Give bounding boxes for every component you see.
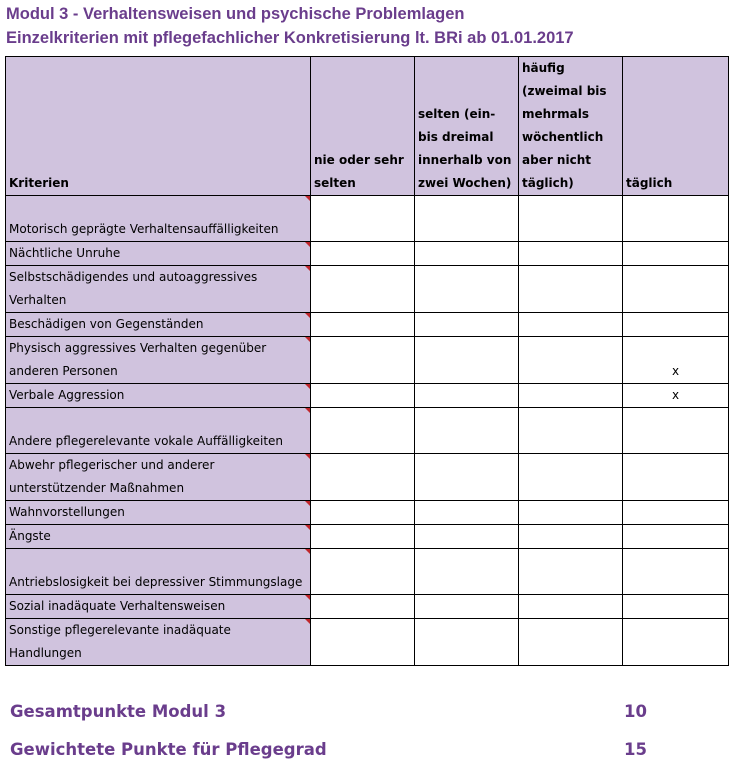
page-subtitle: Einzelkriterien mit pflegefachlicher Konkretisierung lt. BRi ab 01.01.2017 bbox=[6, 29, 574, 47]
rating-cell[interactable] bbox=[623, 266, 729, 313]
rating-cell[interactable] bbox=[623, 196, 729, 242]
rating-cell[interactable] bbox=[623, 242, 729, 266]
rating-cell[interactable] bbox=[311, 619, 415, 666]
rating-cell[interactable] bbox=[623, 619, 729, 666]
rating-cell[interactable] bbox=[519, 384, 623, 408]
rating-cell[interactable] bbox=[519, 408, 623, 454]
criterion-label: Selbstschädigendes und autoaggressives Verhalten bbox=[6, 266, 311, 313]
rating-cell[interactable]: x bbox=[623, 337, 729, 384]
rating-cell[interactable] bbox=[311, 408, 415, 454]
criterion-label: Verbale Aggression bbox=[6, 384, 311, 408]
table-row bbox=[6, 337, 729, 384]
column-header-haeufig: häufig (zweimal bis mehrmals wöchentlich aber nicht täglich) bbox=[519, 57, 623, 196]
rating-cell[interactable] bbox=[311, 266, 415, 313]
criterion-label: Sozial inadäquate Verhaltensweisen bbox=[6, 595, 311, 619]
rating-cell[interactable] bbox=[415, 242, 519, 266]
table-row bbox=[6, 525, 729, 549]
criterion-label: Beschädigen von Gegenständen bbox=[6, 313, 311, 337]
criterion-label: Abwehr pflegerischer und anderer unterstützender Maßnahmen bbox=[6, 454, 311, 501]
rating-cell[interactable] bbox=[519, 525, 623, 549]
table-row bbox=[6, 595, 729, 619]
rating-cell[interactable] bbox=[519, 595, 623, 619]
total-points-label: Gesamtpunkte Modul 3 bbox=[10, 702, 227, 721]
rating-cell[interactable] bbox=[311, 384, 415, 408]
column-header-nie: nie oder sehr selten bbox=[311, 57, 415, 196]
rating-cell[interactable] bbox=[311, 525, 415, 549]
weighted-points-value: 15 bbox=[624, 740, 647, 759]
rating-cell[interactable] bbox=[623, 595, 729, 619]
criterion-label: Physisch aggressives Verhalten gegenüber anderen Personen bbox=[6, 337, 311, 384]
table-row bbox=[6, 549, 729, 595]
rating-cell[interactable] bbox=[415, 384, 519, 408]
rating-cell[interactable] bbox=[415, 196, 519, 242]
total-points-value: 10 bbox=[624, 702, 647, 721]
column-header-selten: selten (ein- bis dreimal innerhalb von zwei Wochen) bbox=[415, 57, 519, 196]
table-header-row bbox=[6, 57, 729, 196]
rating-cell[interactable] bbox=[415, 454, 519, 501]
rating-cell[interactable] bbox=[623, 313, 729, 337]
rating-cell[interactable] bbox=[623, 549, 729, 595]
rating-cell[interactable] bbox=[415, 549, 519, 595]
criterion-label: Wahnvorstellungen bbox=[6, 501, 311, 525]
rating-cell[interactable] bbox=[311, 337, 415, 384]
rating-cell[interactable] bbox=[311, 454, 415, 501]
rating-cell[interactable] bbox=[519, 196, 623, 242]
criterion-label: Andere pflegerelevante vokale Auffälligkeiten bbox=[6, 408, 311, 454]
column-header-taeglich: täglich bbox=[623, 57, 729, 196]
rating-cell[interactable] bbox=[623, 525, 729, 549]
rating-cell[interactable] bbox=[623, 501, 729, 525]
rating-cell[interactable] bbox=[623, 454, 729, 501]
rating-cell[interactable]: x bbox=[623, 384, 729, 408]
column-header-kriterien: Kriterien bbox=[6, 57, 311, 196]
rating-cell[interactable] bbox=[311, 595, 415, 619]
criterion-label: Nächtliche Unruhe bbox=[6, 242, 311, 266]
criterion-label: Antriebslosigkeit bei depressiver Stimmungslage bbox=[6, 549, 311, 595]
rating-cell[interactable] bbox=[311, 313, 415, 337]
criterion-label: Ängste bbox=[6, 525, 311, 549]
rating-cell[interactable] bbox=[415, 408, 519, 454]
weighted-points-label: Gewichtete Punkte für Pflegegrad bbox=[10, 740, 327, 759]
table-row bbox=[6, 454, 729, 501]
table-row bbox=[6, 384, 729, 408]
rating-cell[interactable] bbox=[311, 549, 415, 595]
rating-cell[interactable] bbox=[415, 501, 519, 525]
criteria-table bbox=[5, 56, 729, 666]
rating-cell[interactable] bbox=[519, 454, 623, 501]
rating-cell[interactable] bbox=[415, 525, 519, 549]
rating-cell[interactable] bbox=[519, 313, 623, 337]
rating-cell[interactable] bbox=[311, 196, 415, 242]
rating-cell[interactable] bbox=[311, 242, 415, 266]
rating-cell[interactable] bbox=[519, 619, 623, 666]
rating-cell[interactable] bbox=[519, 266, 623, 313]
rating-cell[interactable] bbox=[519, 242, 623, 266]
table-row bbox=[6, 266, 729, 313]
table-row bbox=[6, 619, 729, 666]
criterion-label: Sonstige pflegerelevante inadäquate Handlungen bbox=[6, 619, 311, 666]
table-row bbox=[6, 196, 729, 242]
table-row bbox=[6, 501, 729, 525]
rating-cell[interactable] bbox=[415, 313, 519, 337]
rating-cell[interactable] bbox=[415, 266, 519, 313]
rating-cell[interactable] bbox=[311, 501, 415, 525]
table-row bbox=[6, 313, 729, 337]
criterion-label: Motorisch geprägte Verhaltensauffälligkeiten bbox=[6, 196, 311, 242]
rating-cell[interactable] bbox=[519, 549, 623, 595]
page-title: Modul 3 - Verhaltensweisen und psychische Problemlagen bbox=[6, 5, 465, 23]
rating-cell[interactable] bbox=[623, 408, 729, 454]
rating-cell[interactable] bbox=[415, 619, 519, 666]
rating-cell[interactable] bbox=[415, 595, 519, 619]
rating-cell[interactable] bbox=[415, 337, 519, 384]
table-row bbox=[6, 242, 729, 266]
rating-cell[interactable] bbox=[519, 501, 623, 525]
rating-cell[interactable] bbox=[519, 337, 623, 384]
table-row bbox=[6, 408, 729, 454]
